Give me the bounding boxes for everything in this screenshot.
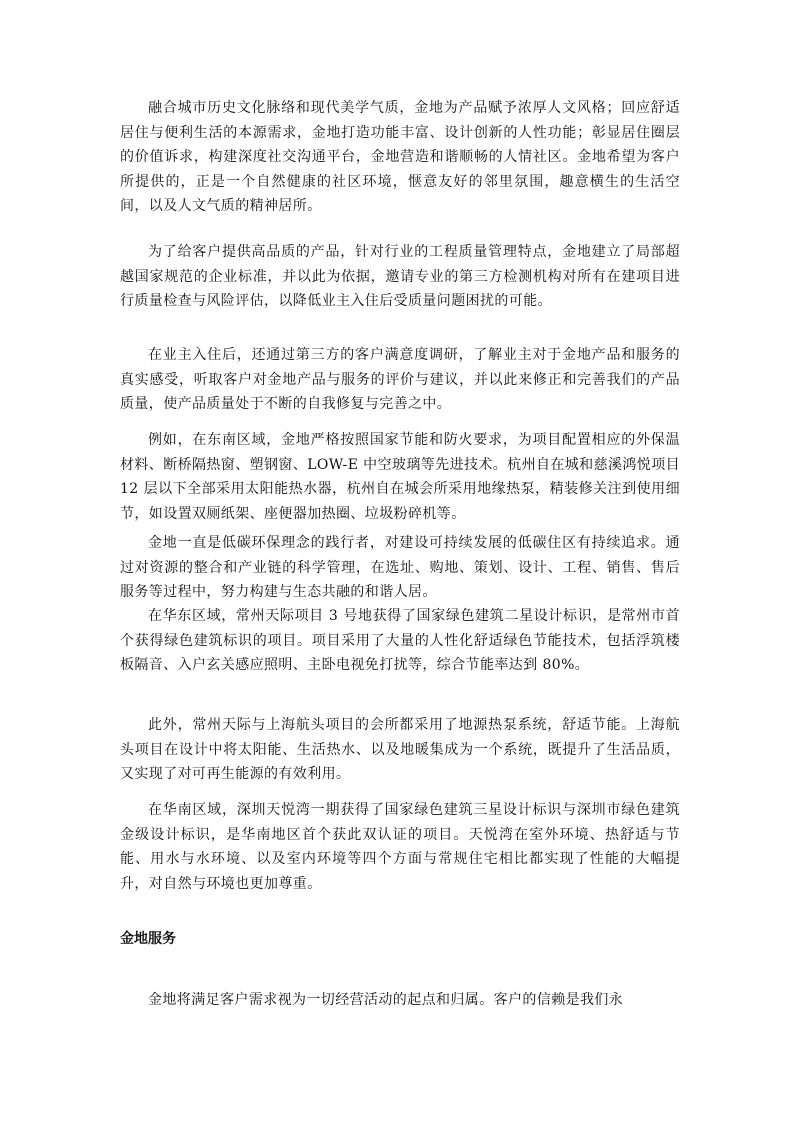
paragraph-quality-standards: 为了给客户提供高品质的产品，针对行业的工程质量管理特点，金地建立了局部超越国家规范的企业标准，并以此为依据，邀请专业的第三方检测机构对所有在建项目进行质量检查与风险评估，以降低业主入住后受质量问题困扰的可能。: [120, 244, 680, 309]
paragraph-southeast-region: 例如，在东南区域，金地严格按照国家节能和防火要求，为项目配置相应的外保温材料、断桥隔热窗、塑钢窗、LOW-E 中空玻璃等先进技术。杭州自在城和慈溪鸿悦项目 12 层以下全部采用太阳能热水器，杭州自在城会所采用地缘热泵，精装修关注到使用细节，如设置双厕纸架、座便器加热圈、垃圾粉碎机等。: [120, 432, 680, 522]
section-heading-service: 金地服务: [120, 931, 176, 947]
paragraph-humanistic-style: 融合城市历史文化脉络和现代美学气质，金地为产品赋予浓厚人文风格；回应舒适居住与便利生活的本源需求，金地打造功能丰富、设计创新的人性功能；彰显居住圈层的价值诉求，构建深度社交沟通平台，金地营造和谐顺畅的人情社区。金地希望为客户所提供的，正是一个自然健康的社区环境，惬意友好的邻里氛围，趣意横生的生活空间，以及人文气质的精神居所。: [120, 100, 680, 214]
paragraph-east-china-region: 在华东区域，常州天际项目 3 号地获得了国家绿色建筑二星设计标识，是常州市首个获得绿色建筑标识的项目。项目采用了大量的人性化舒适绿色节能技术，包括浮筑楼板隔音、入户玄关感应照明、主卧电视免打扰等，综合节能率达到 80%。: [120, 608, 680, 673]
paragraph-low-carbon: 金地一直是低碳环保理念的践行者，对建设可持续发展的低碳住区有持续追求。通过对资源的整合和产业链的科学管理，在选址、购地、策划、设计、工程、销售、售后服务等过程中，努力构建与生态共融的和谐人居。: [120, 535, 680, 600]
paragraph-customer-survey: 在业主入住后，还通过第三方的客户满意度调研，了解业主对于金地产品和服务的真实感受，听取客户对金地产品与服务的评价与建议，并以此来修正和完善我们的产品质量，使产品质量处于不断的自我修复与完善之中。: [120, 347, 680, 412]
paragraph-geothermal-system: 此外，常州天际与上海航头项目的会所都采用了地源热泵系统，舒适节能。上海航头项目在设计中将太阳能、生活热水、以及地暖集成为一个系统，既提升了生活品质，又实现了对可再生能源的有效利用。: [120, 717, 680, 782]
paragraph-customer-needs: 金地将满足客户需求视为一切经营活动的起点和归属。客户的信赖是我们永: [148, 992, 624, 1008]
paragraph-south-china-region: 在华南区域，深圳天悦湾一期获得了国家绿色建筑三星设计标识与深圳市绿色建筑金级设计标识，是华南地区首个获此双认证的项目。天悦湾在室外环境、热舒适与节能、用水与水环境、以及室内环境等四个方面与常规住宅相比都实现了性能的大幅提升，对自然与环境也更加尊重。: [120, 802, 680, 892]
